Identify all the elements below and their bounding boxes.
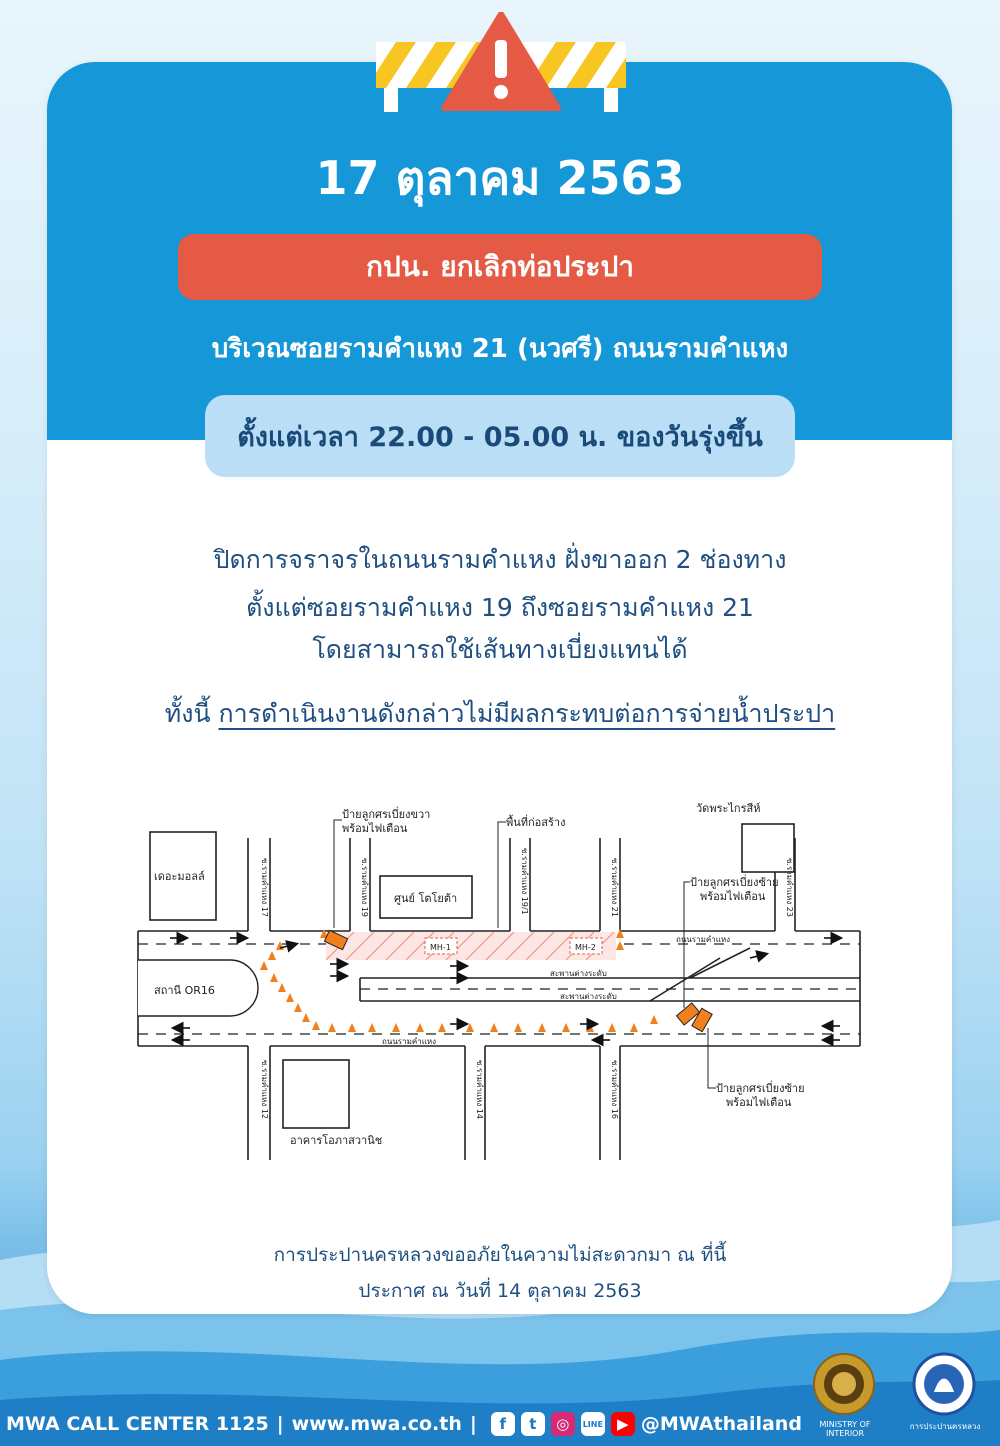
- label-soi23: ซ.รามคำแหง 23: [785, 858, 794, 917]
- label-warning-light-1: พร้อมไฟเตือน: [342, 822, 408, 835]
- call-center: MWA CALL CENTER 1125: [6, 1413, 269, 1435]
- label-bridge-2: สะพานต่างระดับ: [560, 992, 617, 1001]
- apology-text: การประปานครหลวงขออภัยในความไม่สะดวกมา ณ ที่นี้: [273, 1244, 727, 1266]
- mwa-logo-caption: การประปานครหลวง: [909, 1422, 981, 1431]
- label-arrow-sign-left-top: ป้ายลูกศรเบี่ยงซ้าย: [690, 876, 779, 889]
- divider: |: [469, 1413, 477, 1435]
- no-impact-note: [0, 694, 1000, 734]
- label-building: อาคารโอภาสวานิช: [290, 1134, 383, 1147]
- label-station: สถานี OR16: [154, 984, 215, 997]
- label-warning-light-2: พร้อมไฟเตือน: [700, 890, 766, 903]
- label-warning-light-3: พร้อมไฟเตือน: [726, 1096, 792, 1109]
- label-wat: วัดพระไกรสีห์: [696, 802, 761, 815]
- label-toyota: ศูนย์ โตโยต้า: [394, 892, 458, 905]
- announce-date: ประกาศ ณ วันที่ 14 ตุลาคม 2563: [358, 1280, 642, 1302]
- website-link[interactable]: www.mwa.co.th: [291, 1413, 462, 1435]
- time-pill: ตั้งแต่เวลา 22.00 - 05.00 น. ของวันรุ่งขึ้น: [205, 395, 795, 477]
- social-handle[interactable]: @MWAthailand: [640, 1413, 802, 1435]
- notice-line-1: ปิดการจราจรในถนนรามคำแหง ฝั่งขาออก 2 ช่องทาง: [213, 545, 787, 574]
- label-construction-area: พื้นที่ก่อสร้าง: [506, 816, 566, 829]
- twitter-icon[interactable]: t: [521, 1412, 545, 1436]
- notice-line-3: โดยสามารถใช้เส้นทางเบี่ยงแทนได้: [312, 635, 688, 664]
- label-soi21: ซ.รามคำแหง 21: [610, 858, 619, 917]
- divider: |: [276, 1413, 284, 1435]
- label-arrow-sign-left-bottom: ป้ายลูกศรเบี่ยงซ้าย: [716, 1082, 805, 1095]
- ministry-logo-caption: MINISTRY OF INTERIOR: [819, 1420, 871, 1438]
- label-arrow-sign-right: ป้ายลูกศรเบี่ยงขวา: [342, 808, 431, 821]
- label-soi17: ซ.รามคำแหง 17: [260, 858, 269, 917]
- label-soi19-1: ซ.รามคำแหง 19/1: [520, 848, 529, 915]
- alert-banner: กปน. ยกเลิกท่อประปา: [178, 234, 822, 300]
- youtube-icon[interactable]: ▶: [611, 1412, 635, 1436]
- label-the-mall: เดอะมอลล์: [154, 870, 205, 883]
- label-soi16: ซ.รามคำแหง 16: [610, 1060, 619, 1119]
- label-soi19: ซ.รามคำแหง 19: [360, 858, 369, 917]
- facebook-icon[interactable]: f: [491, 1412, 515, 1436]
- label-bridge-1: สะพานต่างระดับ: [550, 969, 607, 978]
- traffic-diagram: [130, 798, 870, 1170]
- label-mh1: MH-1: [430, 943, 451, 952]
- notice-line-2: ตั้งแต่ซอยรามคำแหง 19 ถึงซอยรามคำแหง 21: [246, 593, 754, 622]
- label-road-top: ถนนรามคำแหง: [676, 935, 731, 944]
- mwa-logo: [912, 1352, 976, 1416]
- footer-bar: [0, 1406, 802, 1442]
- note-underlined: การดำเนินงานดังกล่าวไม่มีผลกระทบต่อการจ่ายน้ำประปา: [218, 699, 836, 728]
- warning-barrier-icon: [376, 12, 626, 112]
- instagram-icon[interactable]: ◎: [551, 1412, 575, 1436]
- location-text: บริเวณซอยรามคำแหง 21 (นวศรี) ถนนรามคำแหง: [211, 334, 789, 364]
- line-icon[interactable]: LINE: [581, 1412, 605, 1436]
- label-soi14: ซ.รามคำแหง 14: [475, 1060, 484, 1119]
- label-soi12: ซ.รามคำแหง 12: [260, 1060, 269, 1119]
- label-road-bottom: ถนนรามคำแหง: [382, 1037, 437, 1046]
- page-title: 17 ตุลาคม 2563: [315, 151, 685, 205]
- social-icons: [491, 1412, 635, 1436]
- label-mh2: MH-2: [575, 943, 596, 952]
- note-prefix: ทั้งนี้: [164, 699, 211, 728]
- ministry-logo: [812, 1352, 876, 1416]
